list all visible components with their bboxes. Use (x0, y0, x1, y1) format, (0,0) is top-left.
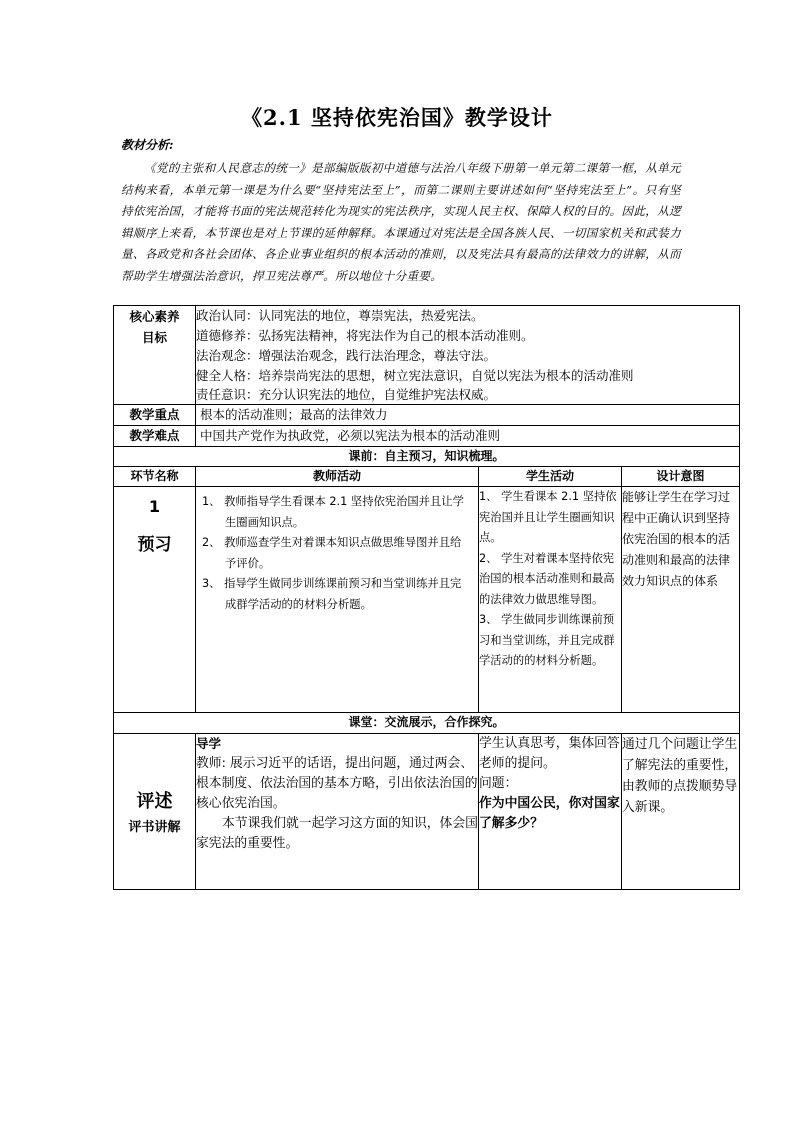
list-item: 责任意识：充分认识宪法的地位，自觉维护宪法权威。 (196, 387, 497, 402)
stage-number: 1 (148, 497, 161, 516)
header-teacher: 教师活动 (196, 467, 479, 487)
lead-heading: 导学 (196, 736, 222, 751)
page-title: 《2.1 坚持依宪治国》教学设计 (241, 105, 553, 130)
question-label: 问题： (479, 776, 518, 791)
stage-name: 预习 (137, 535, 172, 555)
difficulty-value: 中国共产党作为执政党，必须以宪法为根本的活动准则 (196, 426, 740, 447)
list-item: 3、 指导学生做同步训练课前预习和当堂训练并且完成群学活动的的材料分析题。 (202, 577, 462, 611)
list-item: 1、 教师指导学生看课本 2.1 坚持依宪治国并且让学生圈画知识点。 (202, 495, 464, 529)
list-item: 3、 学生做同步训练课前预习和当堂训练，并且完成群学活动的的材料分析题。 (479, 613, 615, 667)
teacher-activities (196, 487, 479, 713)
header-stage: 环节名称 (114, 467, 196, 487)
key-point-value: 根本的活动准则；最高的法律效力 (196, 405, 740, 426)
stage-review-label (114, 734, 196, 890)
stage-preview-row (114, 487, 740, 713)
stage-subname: 评书讲解 (128, 819, 181, 835)
student-activities (479, 487, 622, 713)
list-item: 道德修养：弘扬宪法精神，将宪法作为自己的根本活动准则。 (196, 328, 534, 343)
student-activities (479, 734, 622, 890)
lesson-plan-table (113, 305, 740, 890)
teacher-activities (196, 734, 479, 890)
column-headers (114, 467, 740, 487)
student-paragraph: 学生认真思考，集体回答老师的提问。 (479, 736, 620, 771)
difficulty-row (114, 426, 740, 447)
core-literacy-label: 核心素养 目标 (114, 306, 196, 405)
section-in-class: 课堂：交流展示，合作探究。 (114, 713, 740, 734)
list-item: 1、 学生看课本 2.1 坚持依宪治国并且让学生圈画知识点。 (479, 490, 617, 544)
key-point-label: 教学重点 (114, 405, 196, 426)
stage-review-row (114, 734, 740, 890)
teacher-paragraph: 教师: 展示习近平的话语，提出问题，通过两会、根本制度、依法治国的基本方略，引出依法治国的核心依宪治国。 (196, 756, 478, 811)
difficulty-label: 教学难点 (114, 426, 196, 447)
design-intent: 能够让学生在学习过程中正确认识到坚持依宪治国的根本的活动准则和最高的法律效力知识点的体系 (622, 487, 740, 713)
header-student: 学生活动 (479, 467, 622, 487)
list-item: 2、 教师巡查学生对着课本知识点做思维导图并且给予评价。 (202, 536, 462, 570)
list-item: 2、 学生对着课本坚持依宪治国的根本活动准则和最高的法律效力做思维导图。 (479, 551, 615, 606)
header-intent: 设计意图 (622, 467, 740, 487)
question-text: 作为中国公民，你对国家了解多少？ (479, 796, 620, 831)
core-literacy-row (114, 306, 740, 405)
core-literacy-list (196, 306, 740, 405)
analysis-text: 《党的主张和人民意志的统一》是部编版版初中道德与法治八年级下册第一单元第二课第一框，从单元结构来看，本单元第一课是为什么要“坚持宪法至上”，而第二课则主要讲述如何“坚持宪法至上”。只有坚持依宪治国，才能将书面的宪法规范转化为现实的宪法秩序，实现人民主权、保障人权的目的。因此，从逻辑顺序上来看，本节课也是对上节课的延伸解释。本课通过对宪法是全国各族人民、一切国家机关和武装力量、各政党和各社会团体、各企业事业组织的根本活动的准则，以及宪法具有最高的法律效力的讲解，从而帮助学生增强法治意识，捍卫宪法尊严。所以地位十分重要。 (121, 161, 681, 283)
list-item: 健全人格：培养崇尚宪法的思想，树立宪法意识，自觉以宪法为根本的活动准则 (196, 368, 634, 383)
section-pre-class: 课前：自主预习，知识梳理。 (114, 447, 740, 467)
stage-preview-label (114, 487, 196, 713)
list-item: 政治认同：认同宪法的地位，尊崇宪法，热爱宪法。 (196, 308, 484, 323)
design-intent: 通过几个问题让学生了解宪法的重要性，由教师的点拨顺势导入新课。 (622, 734, 740, 890)
analysis-heading: 教材分析: (121, 138, 174, 152)
key-point-row (114, 405, 740, 426)
stage-name: 评述 (136, 790, 173, 812)
list-item: 法治观念：增强法治观念，践行法治理念，尊法守法。 (196, 348, 497, 363)
teacher-paragraph: 本节课我们就一起学习这方面的知识，体会国家宪法的重要性。 (196, 816, 478, 851)
